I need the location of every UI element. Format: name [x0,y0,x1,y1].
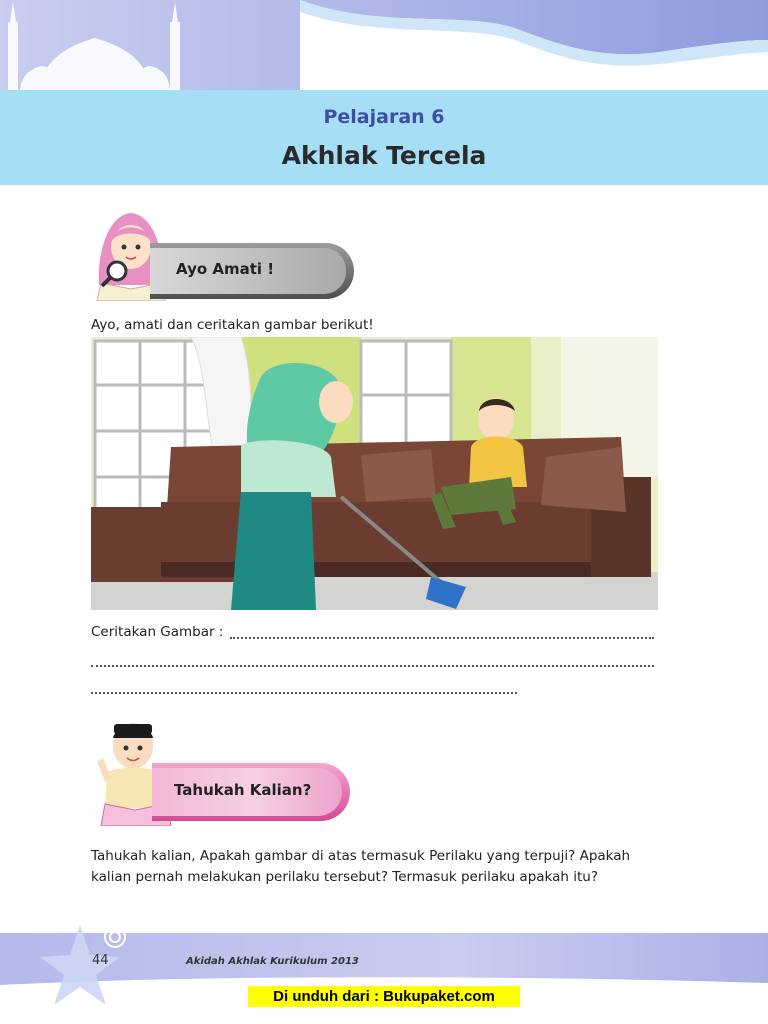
tahukah-kalian-label: Tahukah Kalian? [174,781,312,799]
ayo-amati-label: Ayo Amati ! [176,260,275,278]
story-answer-line-1[interactable] [230,637,654,639]
sofa-icon [91,437,651,582]
footer-decoration [0,925,768,1024]
lesson-label: Pelajaran 6 [323,106,445,128]
story-prompt-label: Ceritakan Gambar : [91,624,224,640]
story-answer-line-3[interactable] [91,692,517,694]
question-line-2: kalian pernah melakukan perilaku tersebut? Termasuk perilaku apakah itu? [91,869,599,885]
book-title: Akidah Akhlak Kurikulum 2013 [186,956,359,967]
window-right-icon [361,341,451,451]
lesson-title: Akhlak Tercela [281,141,487,170]
header-decoration [0,0,768,95]
question-line-1: Tahukah kalian, Apakah gambar di atas termasuk Perilaku yang terpuji? Apakah [91,848,631,864]
tahukah-kalian-banner [152,763,350,821]
observe-instruction: Ayo, amati dan ceritakan gambar berikut! [91,317,374,333]
download-notice: Di unduh dari : Bukupaket.com [248,986,520,1007]
ayo-amati-banner [150,243,354,299]
story-answer-line-2[interactable] [91,665,654,667]
title-band [0,90,768,185]
page-number: 44 [92,953,109,968]
living-room-scene-illustration [91,337,658,610]
